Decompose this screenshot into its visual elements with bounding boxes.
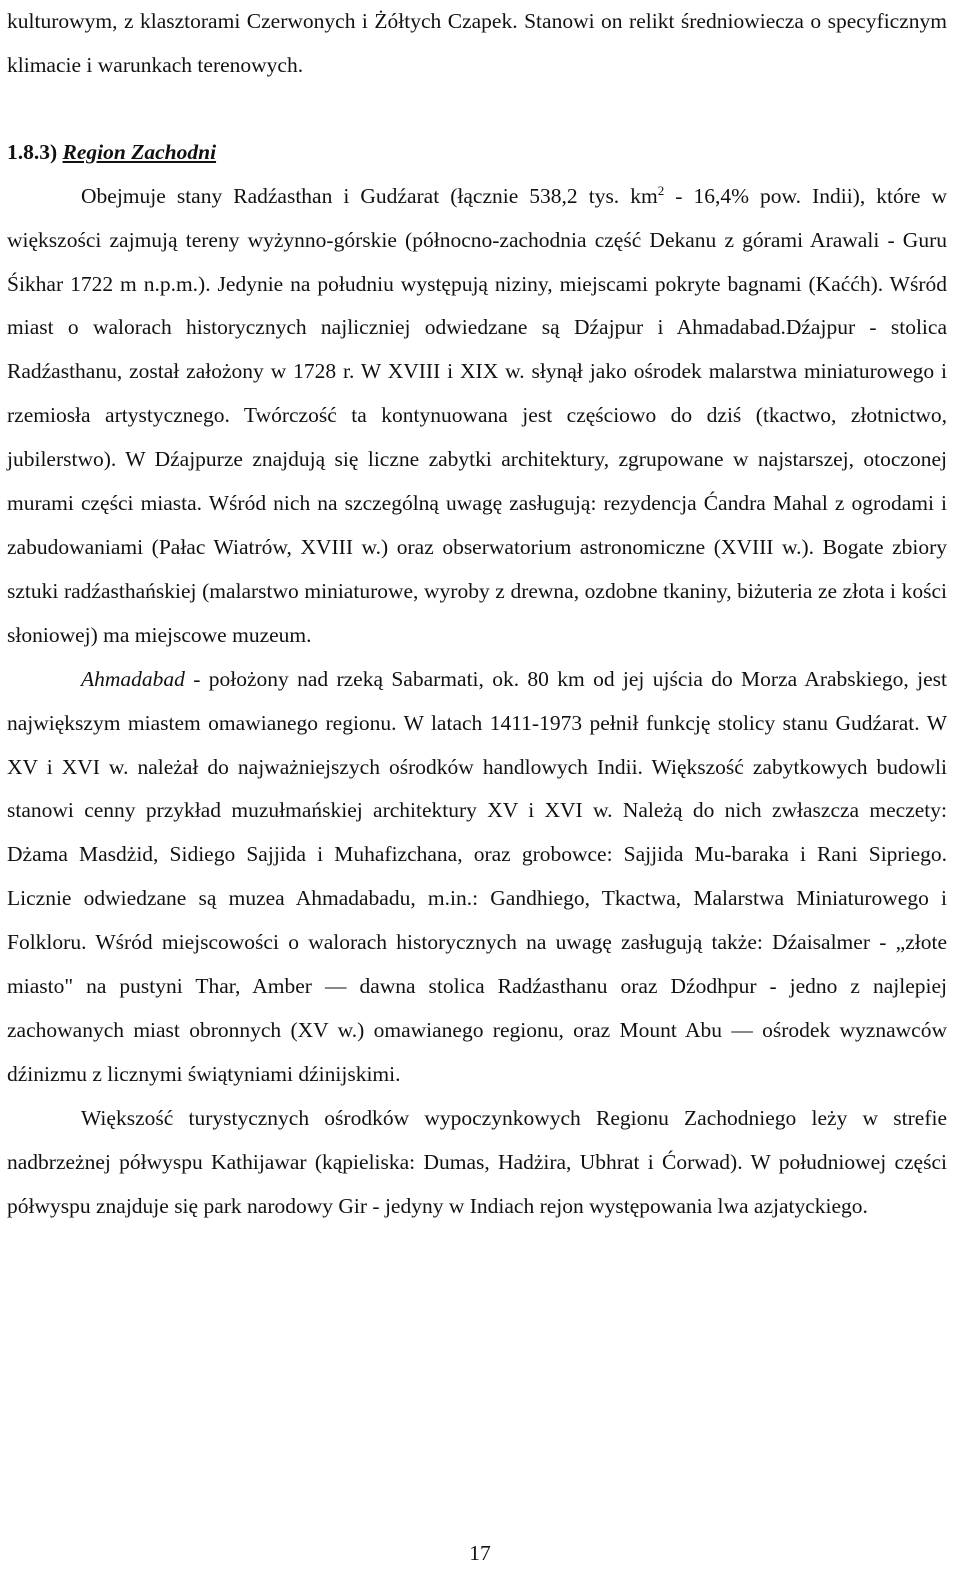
paragraph-resorts: Większość turystycznych ośrodków wypoczynkowych Regionu Zachodniego leży w strefie nadbrzeżnej półwyspu Kathijawar (kąpieliska: Dumas, Hadżira, Ubhrat i Ćorwad). W południowej części półwyspu znajduje się park narodowy Gir - jedyny w Indiach rejon występowania lwa azjatyckiego. bbox=[7, 1105, 947, 1218]
page-number: 17 bbox=[469, 1541, 491, 1565]
paragraph-text: - 16,4% pow. Indii), które w większości zajmują tereny wyżynno-górskie (północno-zachodnia część Dekanu z górami Arawali - Guru Śikhar 1722 m n.p.m.). Jedynie na południu występują niziny, miejscami pokryte bagnami (Kaććh). Wśród miast o walorach historycznych najliczniej odwiedzane są Dźajpur i Ahmadabad.Dźajpur - stolica Radźasthanu, został założony w 1728 r. W XVIII i XIX w. słynął jako ośrodek malarstwa miniaturowego i rzemiosła artystycznego. Twórczość ta kontynuowana jest częściowo do dziś (tkactwo, złotnictwo, jubilerstwo). W Dźajpurze znajdują się liczne zabytki architektury, zgrupowane w najstarszej, otoczonej murami części miasta. Wśród nich na szczególną uwagę zasługują: rezydencja Ćandra Mahal z ogrodami i zabudowaniami (Pałac Wiatrów, XVIII w.) oraz obserwatorium astronomiczne (XVIII w.). Bogate zbiory sztuki radźasthańskiej (malarstwo miniaturowe, wyroby z drewna, ozdobne tkaniny, biżuteria ze złota i kości słoniowej) ma miejscowe muzeum. bbox=[7, 183, 947, 647]
paragraph-region-overview bbox=[7, 175, 947, 658]
paragraph-text: Obejmuje stany Radźasthan i Gudźarat (łącznie 538,2 tys. km bbox=[81, 183, 658, 208]
section-title: Region Zachodni bbox=[62, 139, 217, 164]
section-number: 1.8.3) bbox=[7, 139, 58, 164]
document-page bbox=[7, 0, 947, 1228]
paragraph-lead-term: Ahmadabad bbox=[81, 666, 185, 691]
intro-paragraph: kulturowym, z klasztorami Czerwonych i Żółtych Czapek. Stanowi on relikt średniowiecza o specyficznym klimacie i warunkach terenowych. bbox=[7, 9, 947, 77]
paragraph-text: - położony nad rzeką Sabarmati, ok. 80 km od jej ujścia do Morza Arabskiego, jest największym miastem omawianego regionu. W latach 1411-1973 pełnił funkcję stolicy stanu Gudźarat. W XV i XVI w. należał do najważniejszych ośrodków handlowych Indii. Większość zabytkowych budowli stanowi cenny przykład muzułmańskiej architektury XV i XVI w. Należą do nich zwłaszcza meczety: Dżama Masdżid, Sidiego Sajjida i Muhafizchana, oraz grobowce: Sajjida Mu-baraka i Rani Sipriego. Licznie odwiedzane są muzea Ahmadabadu, m.in.: Gandhiego, Tkactwa, Malarstwa Miniaturowego i Folkloru. Wśród miejscowości o walorach historycznych na uwagę zasługują także: Dźaisalmer - „złote miasto" na pustyni Thar, Amber — dawna stolica Radźasthanu oraz Dźodhpur - jedno z najlepiej zachowanych miast obronnych (XV w.) omawianego regionu, oraz Mount Abu — ośrodek wyznawców dźinizmu z licznymi świątyniami dźinijskimi. bbox=[7, 666, 947, 1086]
superscript: 2 bbox=[657, 182, 665, 198]
paragraph-ahmadabad bbox=[7, 658, 947, 1097]
section-heading bbox=[7, 131, 947, 175]
